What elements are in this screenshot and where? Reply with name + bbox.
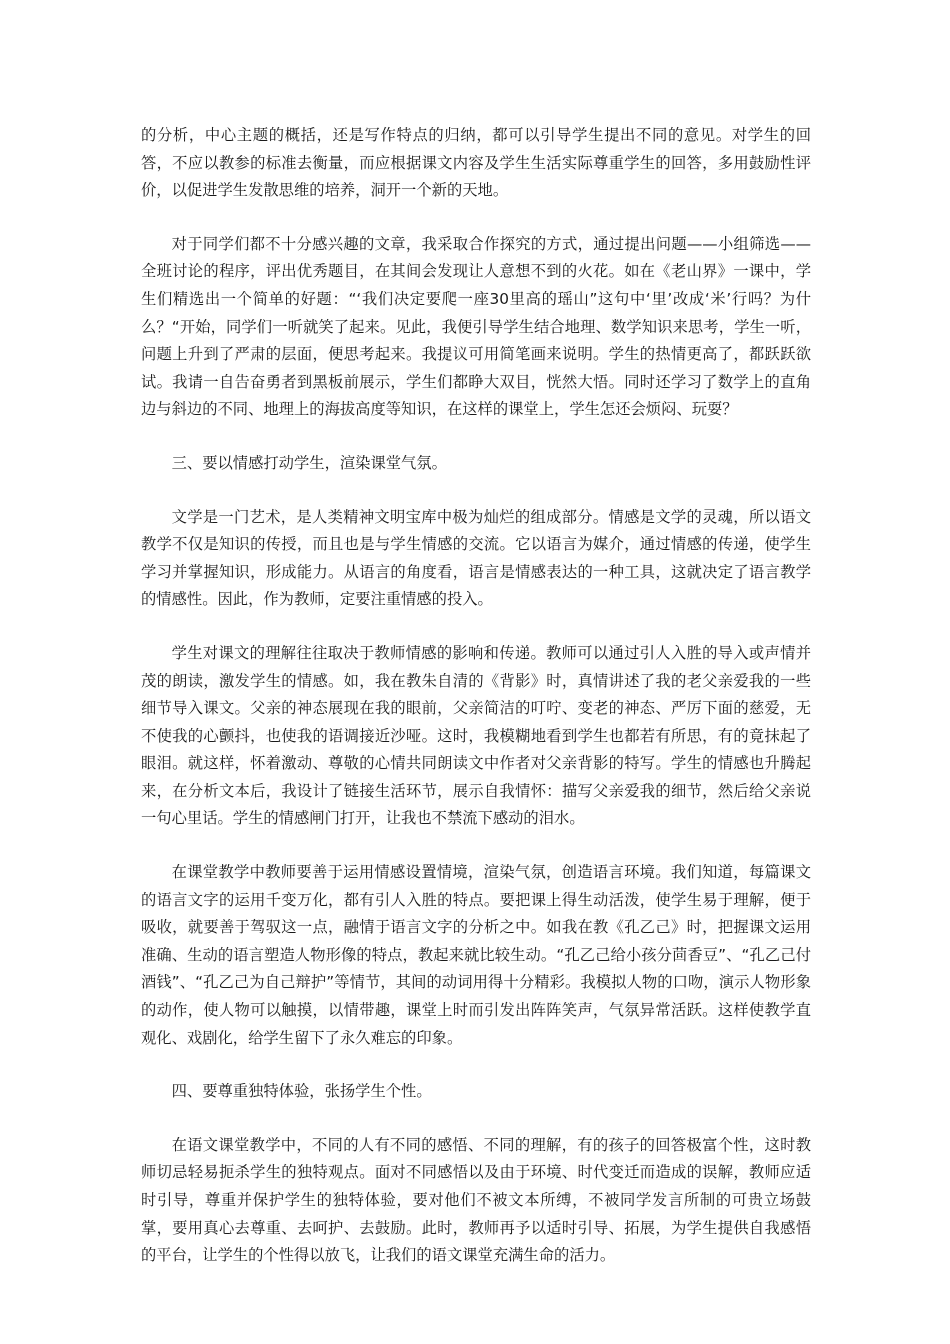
paragraph-continuation: 的分析，中心主题的概括，还是写作特点的归纳，都可以引导学生提出不同的意见。对学生的回答，不应以教参的标准去衡量，而应根据课文内容及学生生活实际尊重学生的回答，多用鼓励性评价，以促进学生发散思维的培养，洞开一个新的天地。 [141,126,811,200]
document-body [141,122,811,1296]
paragraph-cooperative-inquiry: 对于同学们都不十分感兴趣的文章，我采取合作探究的方式，通过提出问题——小组筛选——全班讨论的程序，评出优秀题目，在其间会发现让人意想不到的火花。如在《老山界》一课中，学生们精选出一个简单的好题：“‘我们决定要爬一座30里高的瑶山”这句中‘里’改成‘米’行吗？为什么？“开始，同学们一听就笑了起来。见此，我便引导学生结合地理、数学知识来思考，学生一听，问题上升到了严肃的层面，便思考起来。我提议可用简笔画来说明。学生的热情更高了，都跃跃欲试。我请一自告奋勇者到黑板前展示，学生们都睁大双目，恍然大悟。同时还学习了数学上的直角边与斜边的不同、地理上的海拔高度等知识，在这样的课堂上，学生怎还会烦闷、玩耍？ [141,234,811,419]
paragraph-situation-setting: 在课堂教学中教师要善于运用情感设置情境，渲染气氛，创造语言环境。我们知道，每篇课文的语言文字的运用千变万化，都有引人入胜的特点。要把课上得生动活泼，使学生易于理解，便于吸收，就要善于驾驭这一点，融情于语言文字的分析之中。如我在教《孔乙己》时，把握课文运用准确、生动的语言塑造人物形像的特点，教起来就比较生动。“孔乙己给小孩分茴香豆”、“孔乙己付酒钱”、“孔乙己为自己辩护”等情节，其间的动词用得十分精彩。我模拟人物的口吻，演示人物形象的动作，使人物可以触摸，以情带趣，课堂上时而引发出阵阵笑声，气氛异常活跃。这样使教学直观化、戏剧化，给学生留下了永久难忘的印象。 [141,863,811,1047]
section-heading-4: 四、要尊重独特体验，张扬学生个性。 [171,1082,432,1101]
paragraph-unique-experience: 在语文课堂教学中，不同的人有不同的感悟、不同的理解，有的孩子的回答极富个性，这时教师切忌轻易扼杀学生的独特观点。面对不同感悟以及由于环境、时代变迁而造成的误解，教师应适时引导，尊重并保护学生的独特体验，要对他们不被文本所缚，不被同学发言所制的可贵立场鼓掌，要用真心去尊重、去呵护、去鼓励。此时，教师再予以适时引导、拓展，为学生提供自我感悟的平台，让学生的个性得以放飞，让我们的语文课堂充满生命的活力。 [141,1135,811,1265]
section-heading-3: 三、要以情感打动学生，渲染课堂气氛。 [171,453,447,472]
paragraph-literature-emotion: 文学是一门艺术，是人类精神文明宝库中极为灿烂的组成部分。情感是文学的灵魂，所以语文教学不仅是知识的传授，而且也是与学生情感的交流。它以语言为媒介，通过情感的传递，使学生学习并掌握知识，形成能力。从语言的角度看，语言是情感表达的一种工具，这就决定了语言教学的情感性。因此，作为教师，定要注重情感的投入。 [141,507,811,609]
paragraph-teacher-emotion: 学生对课文的理解往往取决于教师情感的影响和传递。教师可以通过引人入胜的导入或声情并茂的朗读，激发学生的情感。如，我在教朱自清的《背影》时，真情讲述了我的老父亲爱我的一些细节导入课文。父亲的神态展现在我的眼前，父亲简洁的叮咛、变老的神态、严厉下面的慈爱，无不使我的心颤抖，也使我的语调接近沙哑。这时，我模糊地看到学生也都若有所思，有的竟抹起了眼泪。就这样，怀着激动、尊敬的心情共同朗读文中作者对父亲背影的特写。学生的情感也升腾起来，在分析文本后，我设计了链接生活环节，展示自我情怀：描写父亲爱我的细节，然后给父亲说一句心里话。学生的情感闸门打开，让我也不禁流下感动的泪水。 [141,643,811,828]
